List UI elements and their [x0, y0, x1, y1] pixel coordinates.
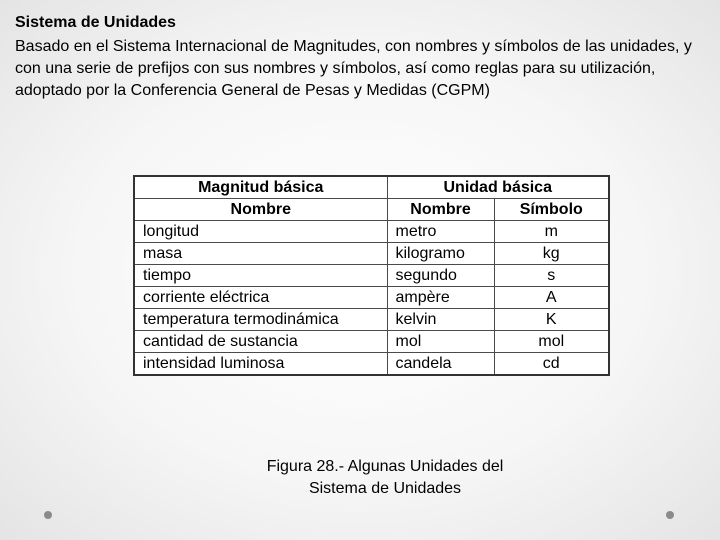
- table-group-header-row: [134, 176, 609, 199]
- header-simbolo: Símbolo: [494, 199, 609, 221]
- cell-unidad: kilogramo: [387, 243, 494, 265]
- units-table-container: [133, 175, 610, 376]
- table-row: [134, 353, 609, 376]
- intro-paragraph: Basado en el Sistema Internacional de Magnitudes, con nombres y símbolos de las unidades, y con una serie de prefijos con sus nombres y símbolos, así como reglas para su utilización, adoptado por la Conferencia General de Pesas y Medidas (CGPM): [15, 38, 692, 99]
- cell-unidad: mol: [387, 331, 494, 353]
- table-row: [134, 287, 609, 309]
- table-row: [134, 265, 609, 287]
- cell-simbolo: s: [494, 265, 609, 287]
- cell-simbolo: mol: [494, 331, 609, 353]
- cell-unidad: metro: [387, 221, 494, 243]
- header-nombre-unidad: Nombre: [387, 199, 494, 221]
- cell-simbolo: K: [494, 309, 609, 331]
- cell-magnitud: longitud: [134, 221, 387, 243]
- header-magnitud-basica: Magnitud básica: [134, 176, 387, 199]
- cell-magnitud: corriente eléctrica: [134, 287, 387, 309]
- caption-line-2: Sistema de Unidades: [308, 480, 462, 497]
- cell-magnitud: temperatura termodinámica: [134, 309, 387, 331]
- cell-magnitud: masa: [134, 243, 387, 265]
- table-column-header-row: [134, 199, 609, 221]
- decorative-dot-left: [44, 511, 52, 519]
- table-row: [134, 309, 609, 331]
- figure-caption: [230, 456, 540, 500]
- cell-unidad: kelvin: [387, 309, 494, 331]
- cell-unidad: segundo: [387, 265, 494, 287]
- cell-magnitud: cantidad de sustancia: [134, 331, 387, 353]
- table-row: [134, 331, 609, 353]
- units-table: [133, 175, 610, 376]
- cell-simbolo: m: [494, 221, 609, 243]
- cell-simbolo: cd: [494, 353, 609, 376]
- table-row: [134, 243, 609, 265]
- cell-simbolo: A: [494, 287, 609, 309]
- cell-magnitud: tiempo: [134, 265, 387, 287]
- header-unidad-basica: Unidad básica: [387, 176, 609, 199]
- slide-title: Sistema de Unidades: [15, 14, 176, 31]
- cell-unidad: ampère: [387, 287, 494, 309]
- cell-unidad: candela: [387, 353, 494, 376]
- table-row: [134, 221, 609, 243]
- decorative-dot-right: [666, 511, 674, 519]
- header-nombre-magnitud: Nombre: [134, 199, 387, 221]
- cell-simbolo: kg: [494, 243, 609, 265]
- cell-magnitud: intensidad luminosa: [134, 353, 387, 376]
- caption-line-1: Figura 28.- Algunas Unidades del: [266, 458, 504, 475]
